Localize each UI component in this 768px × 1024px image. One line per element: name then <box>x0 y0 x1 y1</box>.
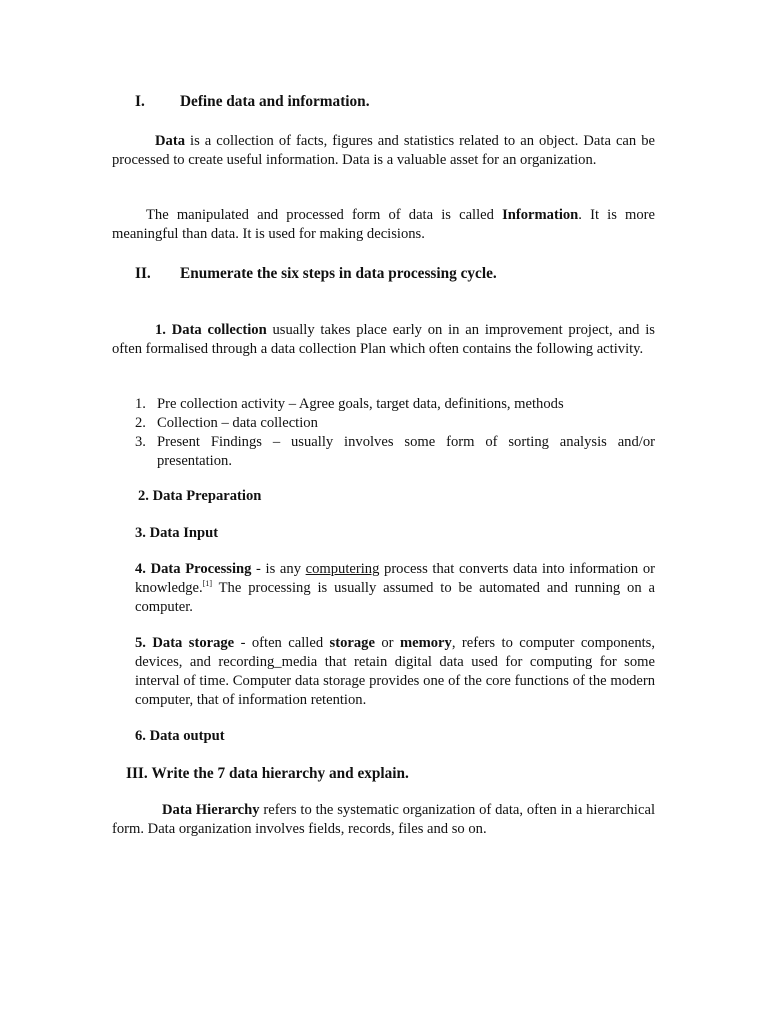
information-term: Information <box>502 207 579 223</box>
data-processing-text-mid: process that converts data into information or knowledge. <box>135 561 655 596</box>
section-2-heading <box>135 264 497 283</box>
section-1-numeral: I. <box>135 93 145 110</box>
data-storage-paragraph <box>135 634 655 710</box>
list-item-number: 3. <box>135 434 146 450</box>
step-2-heading: 2. Data Preparation <box>138 488 262 504</box>
data-processing-text-pre: - is any <box>251 561 306 577</box>
data-storage-term: 5. Data storage <box>135 635 235 651</box>
list-item-text: Collection – data collection <box>157 415 318 431</box>
data-collection-paragraph <box>112 321 655 359</box>
step-6-heading: 6. Data output <box>135 728 225 744</box>
information-definition-paragraph <box>112 206 655 244</box>
citation-ref-link[interactable]: [1] <box>202 579 213 588</box>
list-item-text: Present Findings – usually involves some form of sorting analysis and/or presentation. <box>157 434 655 469</box>
data-storage-text-or: or <box>374 635 400 651</box>
information-text-before: The manipulated and processed form of data is called <box>146 207 503 223</box>
section-3-heading <box>126 764 409 783</box>
data-collection-term: 1. Data collection <box>155 322 267 338</box>
section-2-numeral: II. <box>135 265 151 282</box>
list-item-number: 1. <box>135 396 146 412</box>
memory-term: memory <box>399 635 452 651</box>
data-storage-text-post: , refers to computer components, devices, and recording_media that retain digital data used for computing for some interval of time. Computer data storage provides one of the core functions of the modern computer, that of information retention. <box>135 635 655 708</box>
data-definition-text: is a collection of facts, figures and statistics related to an object. Data can be processed to create useful information. Data is a valuable asset for an organization. <box>112 133 655 168</box>
data-hierarchy-paragraph <box>112 801 655 839</box>
data-processing-text-post: The processing is usually assumed to be automated and running on a computer. <box>135 580 655 615</box>
data-processing-paragraph <box>135 560 655 617</box>
section-3-numeral: III. <box>126 765 148 782</box>
data-definition-paragraph <box>112 132 655 170</box>
computering-link[interactable]: computering <box>305 561 380 577</box>
data-term: Data <box>155 133 185 149</box>
step-3-heading: 3. Data Input <box>135 525 219 541</box>
list-item <box>135 433 655 471</box>
list-item-number: 2. <box>135 415 146 431</box>
list-item-text: Pre collection activity – Agree goals, target data, definitions, methods <box>157 396 564 412</box>
section-1-heading <box>135 92 370 111</box>
information-text-after: . It is more meaningful than data. It is used for making decisions. <box>112 207 655 242</box>
list-item <box>135 395 655 414</box>
section-2-title: Enumerate the six steps in data processing cycle. <box>180 265 497 282</box>
data-hierarchy-term: Data Hierarchy <box>162 802 260 818</box>
storage-term: storage <box>329 635 375 651</box>
data-collection-text: usually takes place early on in an improvement project, and is often formalised through a data collection Plan which often contains the following activity. <box>112 322 655 357</box>
data-storage-text-pre: - often called <box>234 635 330 651</box>
data-processing-term: 4. Data Processing <box>135 561 252 577</box>
section-1-title: Define data and information. <box>180 93 370 110</box>
list-item <box>135 414 655 433</box>
section-3-title: Write the 7 data hierarchy and explain. <box>151 765 409 782</box>
collection-activity-list <box>135 395 655 471</box>
data-hierarchy-text: refers to the systematic organization of data, often in a hierarchical form. Data organization involves fields, records, files and so on. <box>112 802 655 837</box>
